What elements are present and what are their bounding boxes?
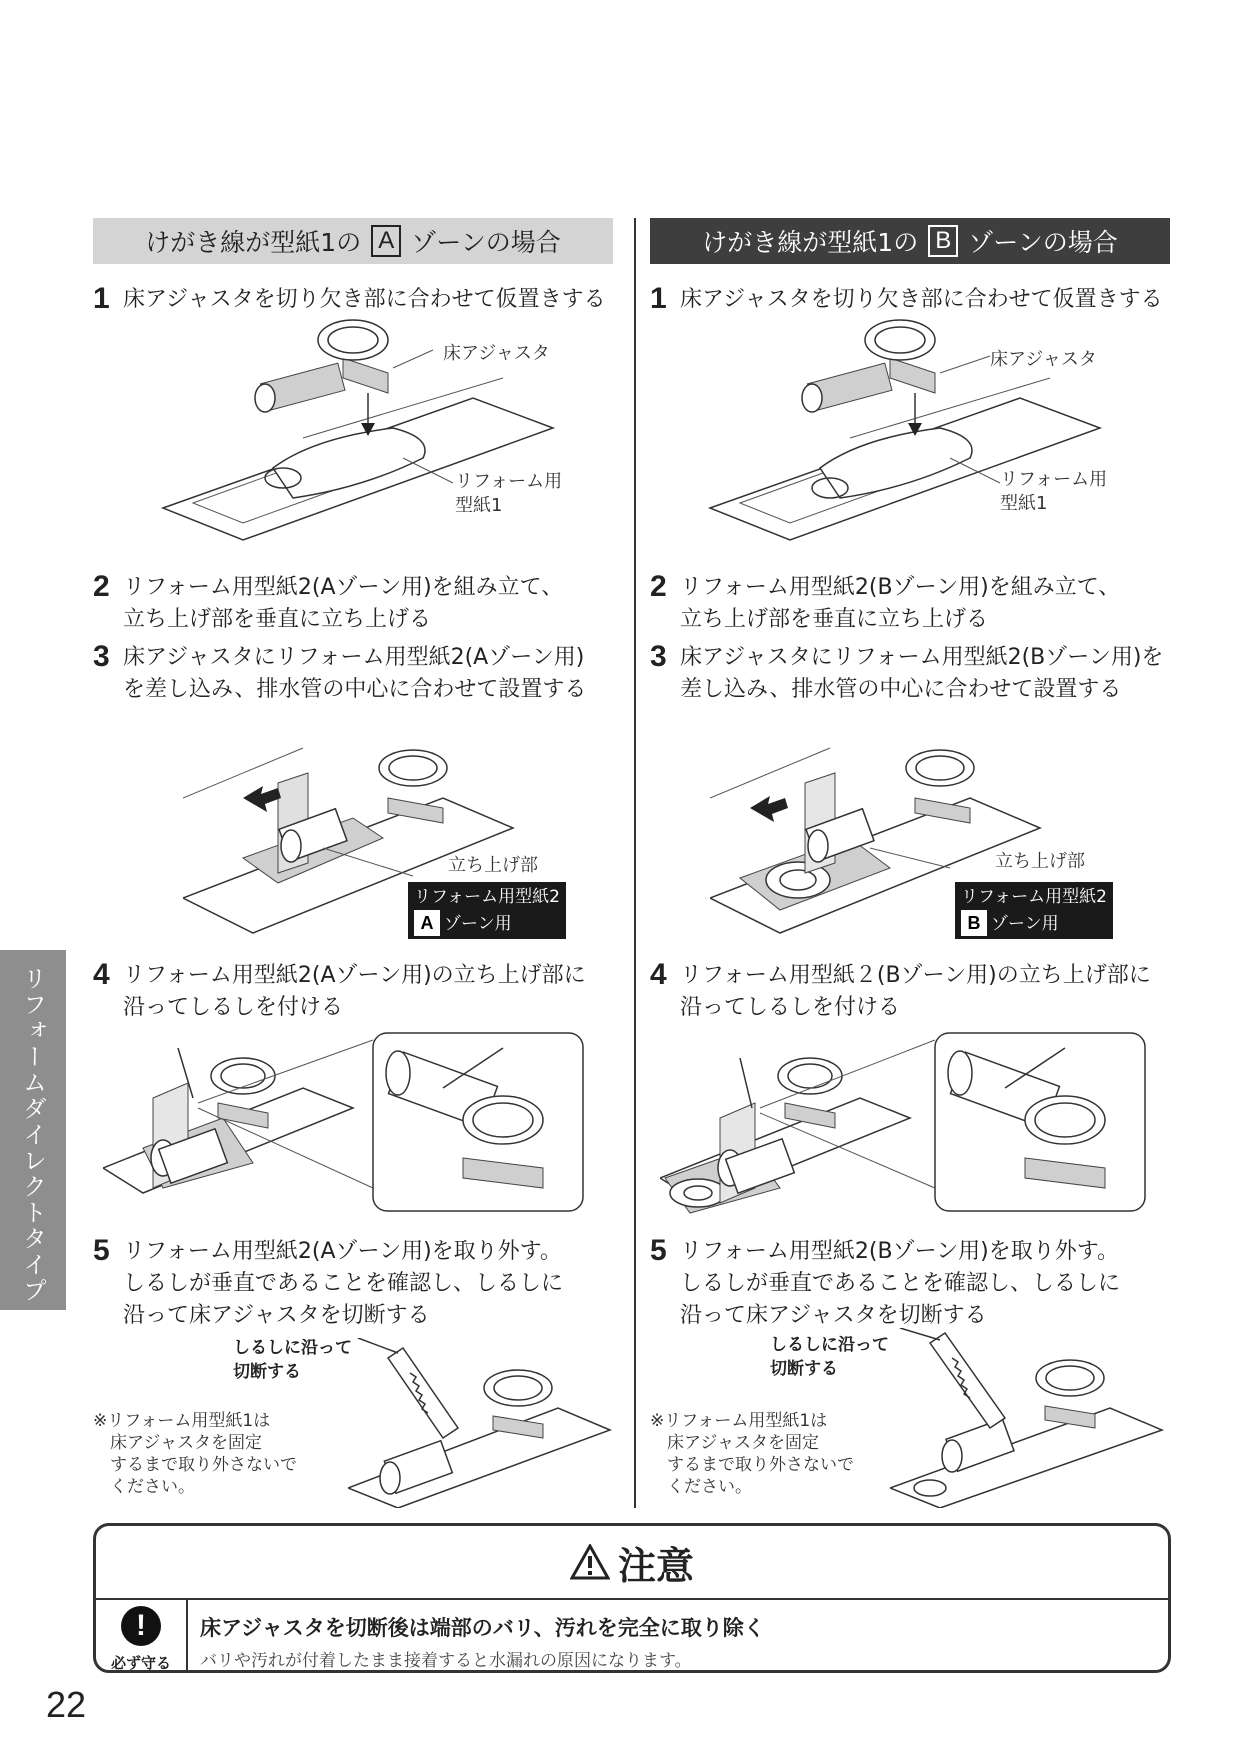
box-line1: リフォーム用型紙2 — [414, 887, 560, 907]
step-text: 床アジャスタにリフォーム用型紙2(Bゾーン用)を 差し込み、排水管の中心に合わせて設置する — [680, 645, 1164, 702]
step-number: 2 — [93, 570, 110, 603]
step-text: 床アジャスタを切り欠き部に合わせて仮置きする — [123, 287, 606, 312]
step-text: リフォーム用型紙2(Aゾーン用)を組み立て、 立ち上げ部を垂直に立ち上げる — [123, 575, 564, 632]
step-1 — [93, 284, 613, 316]
zone-a-header — [93, 218, 613, 264]
adjuster-label: 床アジャスタ — [990, 349, 1097, 370]
step-number: 3 — [93, 640, 110, 673]
side-tab — [0, 950, 66, 1310]
step-number: 1 — [650, 282, 667, 315]
step-text: 床アジャスタにリフォーム用型紙2(Aゾーン用) を差し込み、排水管の中心に合わせて設置する — [123, 645, 587, 702]
step-2 — [650, 572, 1170, 636]
box-zone-letter: B — [961, 910, 987, 936]
step-number: 5 — [93, 1234, 110, 1267]
step-3 — [93, 642, 613, 706]
adjuster-label: 床アジャスタ — [443, 343, 550, 364]
template2-zone-label — [408, 882, 566, 939]
caution-title-text: 注意 — [617, 1543, 694, 1588]
step-2 — [93, 572, 613, 636]
page-number: 22 — [46, 1684, 87, 1725]
zone-letter-box: B — [928, 225, 958, 257]
template1-note: ※リフォーム用型紙1は 床アジャスタを固定 するまで取り外さないで ください。 — [93, 1411, 297, 1497]
step-text: リフォーム用型紙2(Bゾーン用)を組み立て、 立ち上げ部を垂直に立ち上げる — [680, 575, 1121, 632]
column-divider — [634, 218, 636, 1508]
riser-label: 立ち上げ部 — [995, 851, 1085, 872]
step-text: リフォーム用型紙２(Bゾーン用)の立ち上げ部に 沿ってしるしを付ける — [680, 963, 1151, 1020]
step-4 — [650, 960, 1170, 1024]
exclamation-icon: ! — [121, 1606, 161, 1646]
header-prefix: けがき線が型紙1の — [145, 228, 362, 257]
header-prefix: けがき線が型紙1の — [702, 228, 919, 257]
template1-label: リフォーム用 型紙1 — [1000, 469, 1108, 514]
caution-row — [96, 1598, 1168, 1670]
box-line2: ゾーン用 — [991, 914, 1059, 934]
step-4 — [93, 960, 613, 1024]
box-line2: ゾーン用 — [444, 914, 512, 934]
caution-title — [96, 1526, 1168, 1598]
step-5 — [93, 1236, 613, 1332]
must-follow-label: 必ず守る — [110, 1654, 171, 1672]
header-suffix: ゾーンの場合 — [411, 228, 561, 257]
step-text: 床アジャスタを切り欠き部に合わせて仮置きする — [680, 287, 1163, 312]
step-number: 3 — [650, 640, 667, 673]
box-zone-letter: A — [414, 910, 440, 936]
step-number: 4 — [650, 958, 667, 991]
step-text: リフォーム用型紙2(Aゾーン用)の立ち上げ部に 沿ってしるしを付ける — [123, 963, 586, 1020]
step-number: 4 — [93, 958, 110, 991]
zone-letter-box: A — [371, 225, 401, 257]
warning-triangle-icon — [570, 1544, 610, 1580]
step-number: 1 — [93, 282, 110, 315]
step-text: リフォーム用型紙2(Bゾーン用)を取り外す。 しるしが垂直であることを確認し、しるしに 沿って床アジャスタを切断する — [680, 1239, 1121, 1328]
column-zone-a — [93, 218, 613, 1497]
box-line1: リフォーム用型紙2 — [961, 887, 1107, 907]
marking-figure — [660, 1028, 1170, 1218]
template2-zone-label — [955, 882, 1113, 939]
caution-main-text: 床アジャスタを切断後は端部のバリ、汚れを完全に取り除く — [200, 1616, 765, 1640]
caution-sub-text: バリや汚れが付着したまま接着すると水漏れの原因になります。 — [200, 1651, 692, 1671]
cutting-figure — [348, 1338, 613, 1508]
step-text: リフォーム用型紙2(Aゾーン用)を取り外す。 しるしが垂直であることを確認し、しるしに 沿って床アジャスタを切断する — [123, 1239, 564, 1328]
step-number: 2 — [650, 570, 667, 603]
step-5 — [650, 1236, 1170, 1332]
saw-label: しるしに沿って 切断する — [233, 1338, 352, 1382]
template1-label: リフォーム用 型紙1 — [455, 471, 563, 516]
marking-figure — [103, 1028, 613, 1218]
must-follow-icon-cell — [96, 1600, 188, 1670]
step-number: 5 — [650, 1234, 667, 1267]
riser-label: 立ち上げ部 — [448, 855, 538, 876]
column-zone-b — [650, 218, 1170, 1497]
template1-note: ※リフォーム用型紙1は 床アジャスタを固定 するまで取り外さないで ください。 — [650, 1411, 854, 1497]
step-3 — [650, 642, 1170, 706]
header-suffix: ゾーンの場合 — [968, 228, 1118, 257]
caution-box — [93, 1523, 1171, 1673]
zone-b-header — [650, 218, 1170, 264]
side-tab-label: リフォームダイレクトタイプ — [18, 966, 47, 1304]
cutting-figure — [890, 1328, 1165, 1508]
saw-label: しるしに沿って 切断する — [770, 1335, 889, 1379]
step-1 — [650, 284, 1170, 316]
